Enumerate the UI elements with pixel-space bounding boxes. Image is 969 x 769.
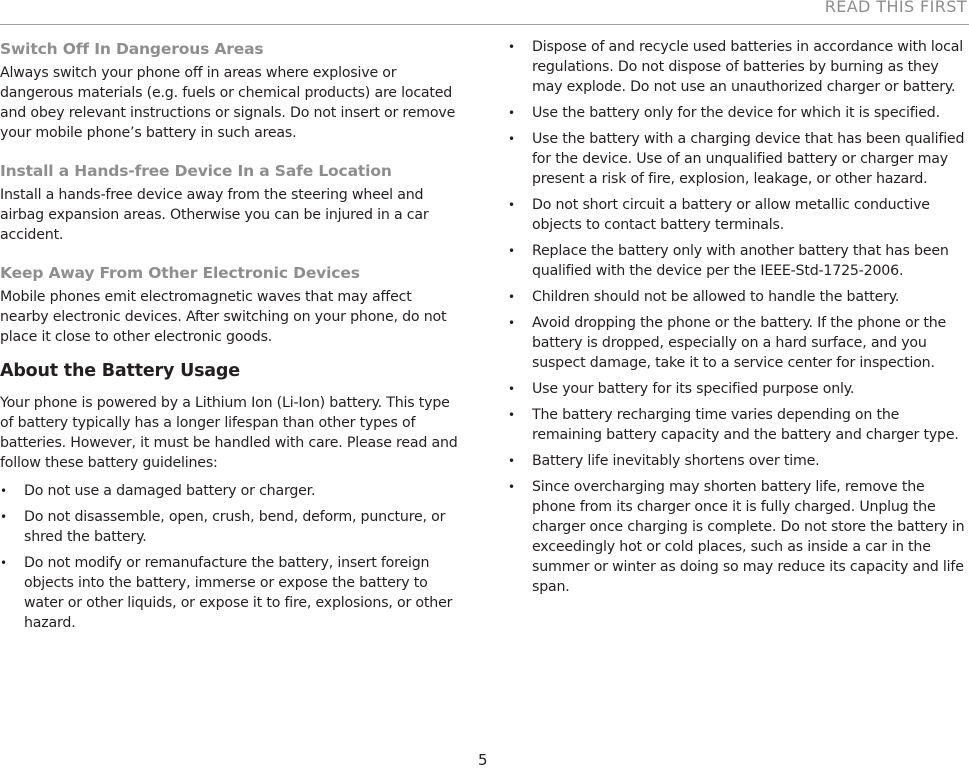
- list-item: [508, 195, 969, 235]
- list-item: [508, 379, 969, 399]
- list-item: [508, 477, 969, 597]
- list-item-text: Avoid dropping the phone or the battery. If the phone or the battery is dropped, especially on a hard surface, and you suspect damage, take it to a service center for inspection.: [532, 315, 947, 371]
- bullet-icon: •: [508, 40, 515, 54]
- bullet-icon: •: [508, 454, 515, 468]
- list-item: [508, 451, 969, 471]
- list-item: [508, 241, 969, 281]
- list-item: [508, 313, 969, 373]
- header-divider: [0, 24, 969, 25]
- bullet-icon: •: [508, 382, 515, 396]
- section-body-dangerous-areas: Always switch your phone off in areas where explosive or dangerous materials (e.g. fuels or chemical products) are located and obey relevant instructions or signals. Do not insert or remove your mobile phone’s battery in such areas.: [0, 65, 456, 141]
- list-item: [0, 507, 462, 547]
- list-item-text: Since overcharging may shorten battery life, remove the phone from its charger once it is fully charged. Unplug the charger once charging is complete. Do not store the battery in exceedingly hot or cold places, such as inside a car in the summer or winter as doing so may reduce its capacity and life span.: [532, 479, 965, 595]
- list-item-text: Do not disassemble, open, crush, bend, deform, puncture, or shred the battery.: [24, 509, 446, 545]
- bullet-icon: •: [508, 198, 515, 212]
- list-item-text: Do not use a damaged battery or charger.: [24, 483, 316, 499]
- list-item-text: Use the battery only for the device for which it is specified.: [532, 105, 940, 121]
- list-item: [0, 553, 462, 633]
- section-heading-dangerous-areas: Switch Off In Dangerous Areas: [0, 40, 264, 58]
- right-column: [508, 37, 969, 597]
- list-item-text: Dispose of and recycle used batteries in accordance with local regulations. Do not dispose of batteries by burning as they may explode. Do not use an unauthorized charger or battery.: [532, 39, 963, 95]
- bullet-icon: •: [0, 484, 7, 498]
- section-body-hands-free: Install a hands-free device away from the steering wheel and airbag expansion areas. Otherwise you can be injured in a car accident.: [0, 187, 429, 243]
- section-heading-hands-free: Install a Hands-free Device In a Safe Location: [0, 162, 392, 180]
- list-item: [508, 405, 969, 445]
- list-item-text: Use your battery for its specified purpose only.: [532, 381, 855, 397]
- list-item: [508, 37, 969, 97]
- bullet-icon: •: [508, 106, 515, 120]
- bullet-icon: •: [508, 290, 515, 304]
- left-column: [0, 37, 462, 633]
- list-item: [508, 103, 969, 123]
- battery-guidelines-list-left: [0, 481, 462, 633]
- list-item: [508, 287, 969, 307]
- bullet-icon: •: [508, 316, 515, 330]
- list-item-text: Replace the battery only with another battery that has been qualified with the device per the IEEE-Std-1725-2006.: [532, 243, 949, 279]
- list-item-text: Use the battery with a charging device that has been qualified for the device. Use of an unqualified battery or charger may present a risk of fire, explosion, leakage, or other hazard.: [532, 131, 965, 187]
- bullet-icon: •: [508, 132, 515, 146]
- running-header-title: READ THIS FIRST: [824, 0, 967, 16]
- list-item-text: Battery life inevitably shortens over time.: [532, 453, 820, 469]
- bullet-icon: •: [0, 556, 7, 570]
- bullet-icon: •: [508, 408, 515, 422]
- section-body-electronic-devices: Mobile phones emit electromagnetic waves that may affect nearby electronic devices. After switching on your phone, do not place it close to other electronic goods.: [0, 289, 447, 345]
- list-item: [0, 481, 462, 501]
- page-number: 5: [478, 751, 488, 769]
- list-item-text: Do not modify or remanufacture the battery, insert foreign objects into the battery, immerse or expose the battery to water or other liquids, or expose it to fire, explosions, or other hazard.: [24, 555, 453, 631]
- battery-usage-intro: Your phone is powered by a Lithium Ion (Li-Ion) battery. This type of battery typically has a longer lifespan than other types of batteries. However, it must be handled with care. Please read and follow these battery guidelines:: [0, 395, 458, 471]
- bullet-icon: •: [0, 510, 7, 524]
- list-item-text: Children should not be allowed to handle the battery.: [532, 289, 900, 305]
- battery-usage-heading: About the Battery Usage: [0, 361, 240, 381]
- bullet-icon: •: [508, 480, 515, 494]
- list-item-text: The battery recharging time varies depending on the remaining battery capacity and the battery and charger type.: [532, 407, 959, 443]
- list-item: [508, 129, 969, 189]
- section-heading-electronic-devices: Keep Away From Other Electronic Devices: [0, 264, 360, 282]
- battery-guidelines-list-right: [508, 37, 969, 597]
- bullet-icon: •: [508, 244, 515, 258]
- list-item-text: Do not short circuit a battery or allow metallic conductive objects to contact battery terminals.: [532, 197, 930, 233]
